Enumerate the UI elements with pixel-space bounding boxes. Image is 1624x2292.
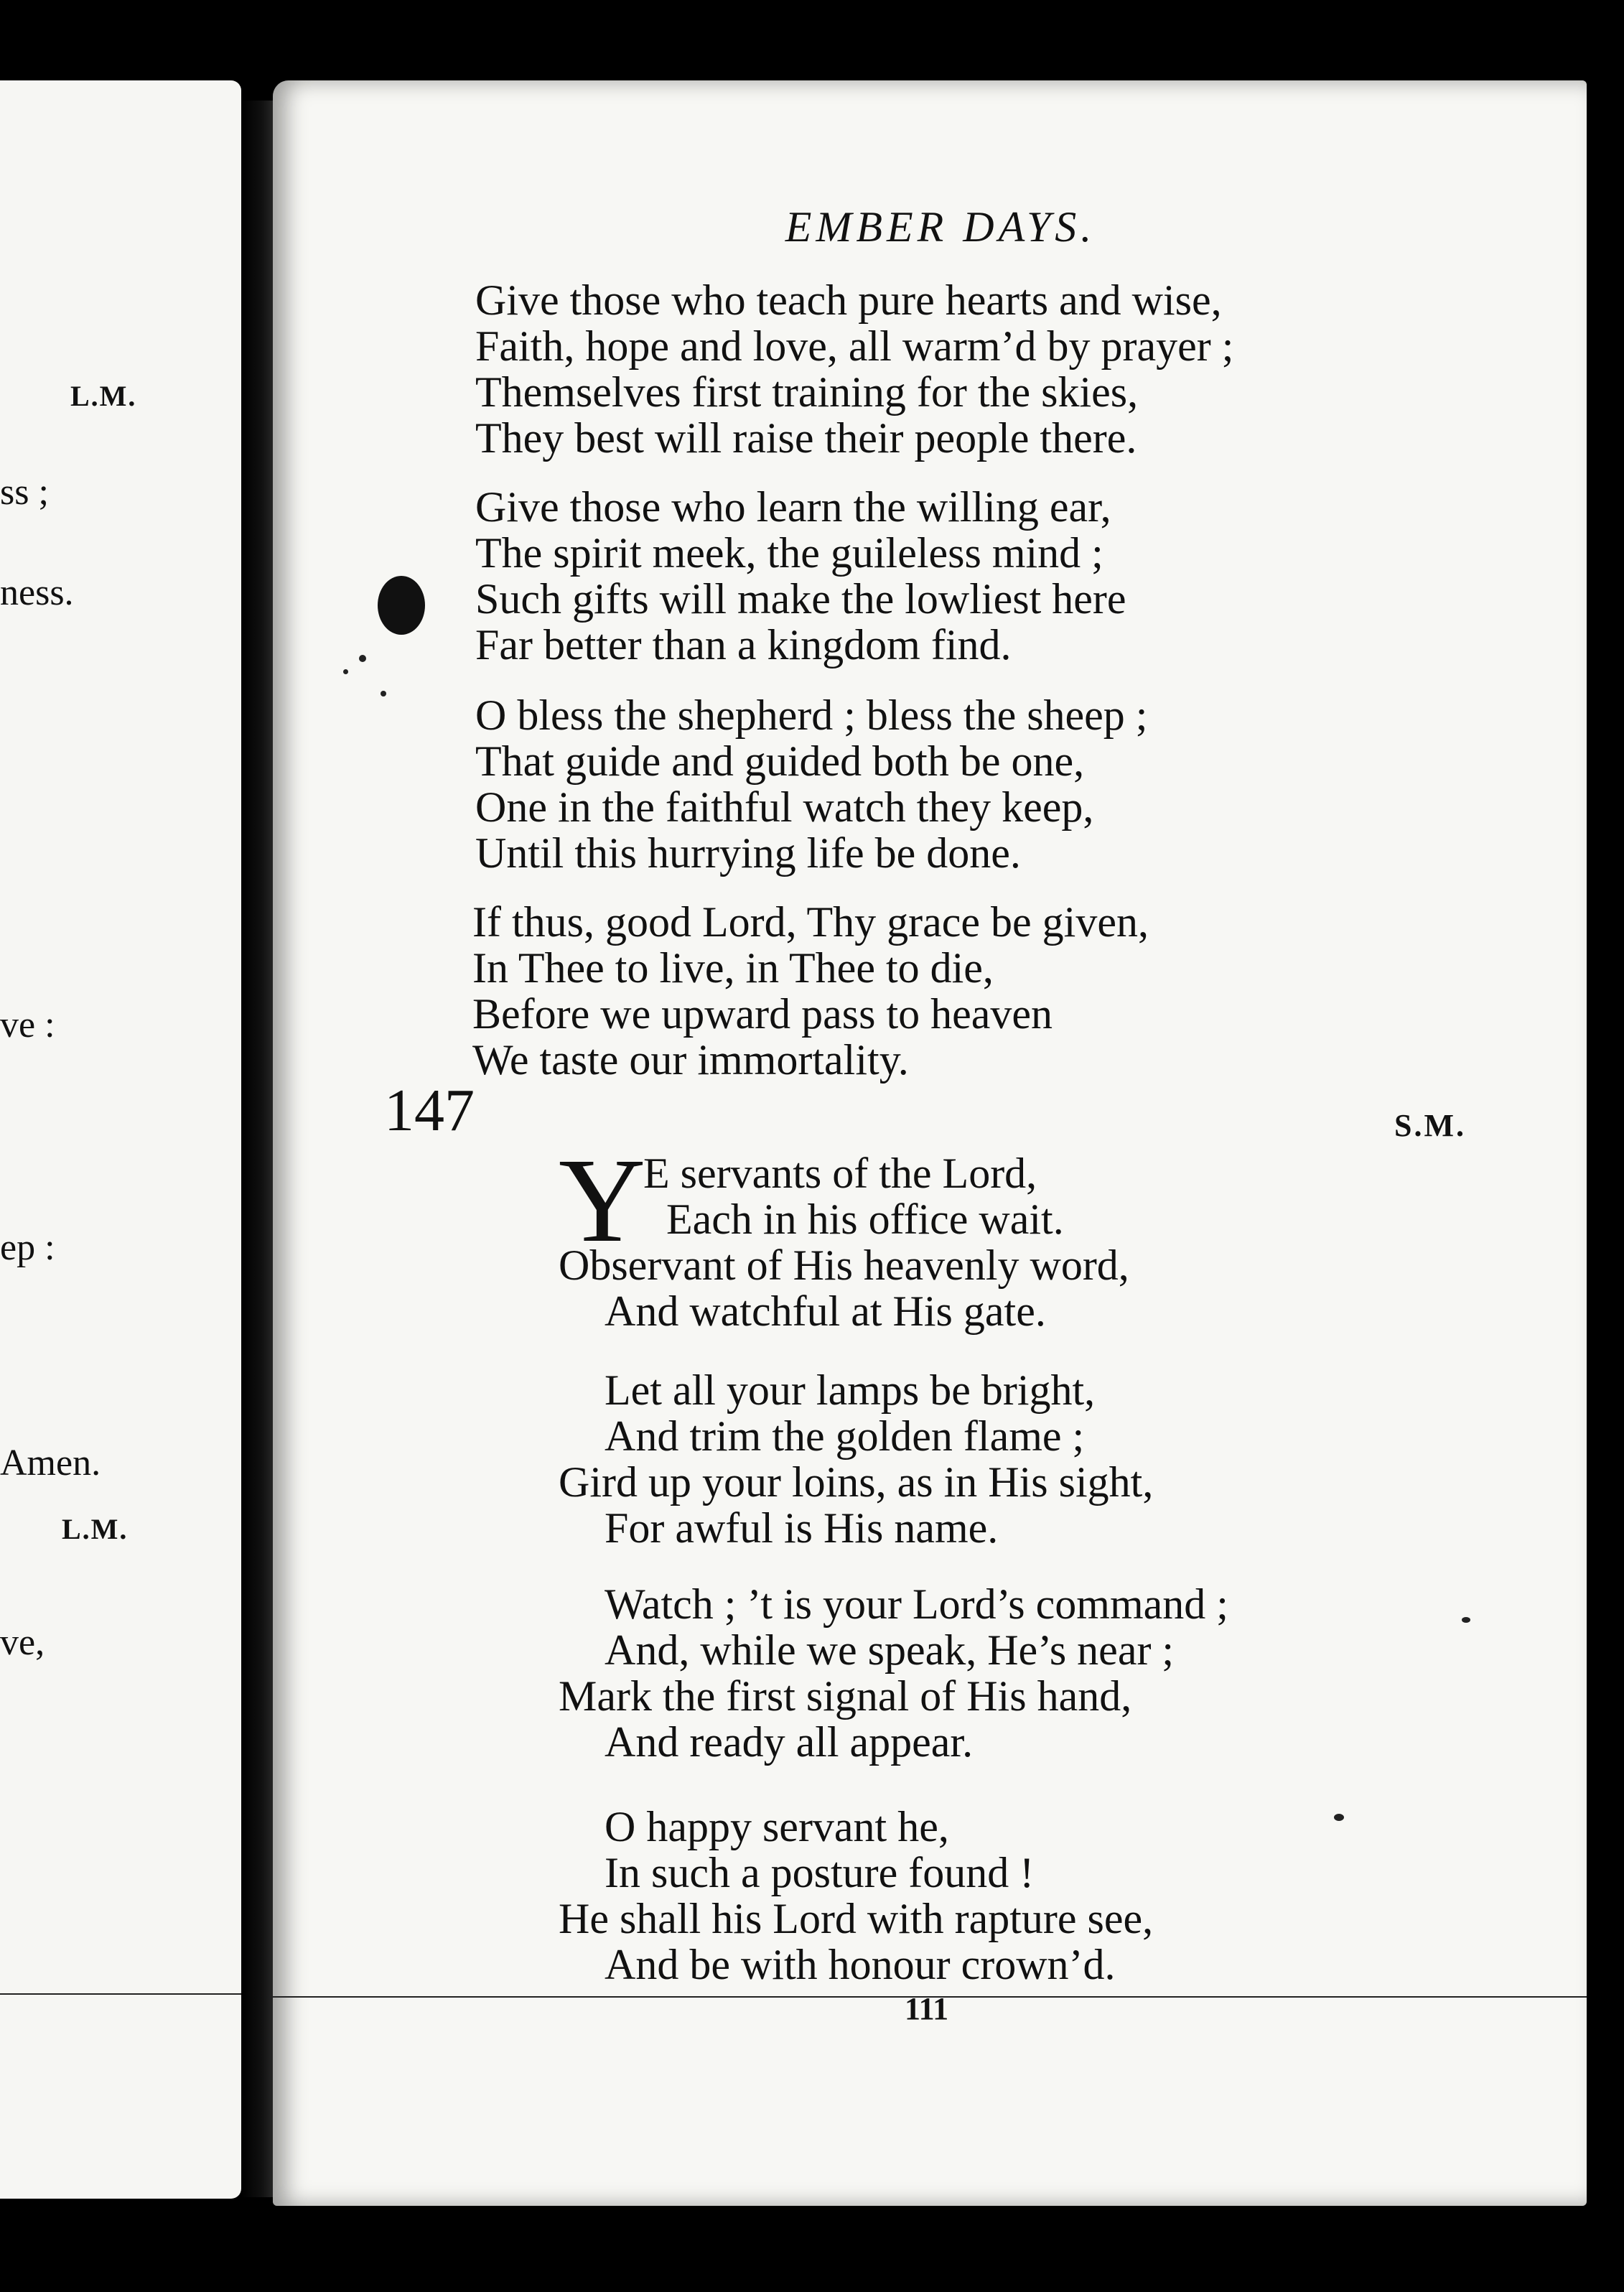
left-page [0,80,241,2199]
left-fragment-ss: ss ; [0,472,49,513]
ink-blot [378,576,425,635]
left-page-rule [0,1993,241,1995]
left-fragment-ve-comma: ve, [0,1622,45,1663]
hymn-stanza-3 [559,1581,1228,1765]
verse-line: O happy servant he, [605,1803,949,1850]
verse-line: In such a posture found ! [605,1849,1035,1896]
verse-line: O bless the shepherd ; bless the sheep ; [475,691,1148,739]
left-fragment-ep: ep : [0,1227,55,1268]
ink-speck [359,655,366,662]
stanza-3 [475,692,1147,876]
verse-line: Give those who teach pure hearts and wise, [475,276,1222,324]
verse-line: We taste our immortality. [472,1036,909,1084]
hymn-stanza-1 [559,1134,1420,1337]
left-meter-lm-bottom: L.M. [62,1513,129,1545]
stanza-2 [475,484,1126,668]
page-number: 111 [905,1991,949,2026]
verse-line: And trim the golden flame ; [605,1412,1085,1460]
verse-line: Watch ; ’t is your Lord’s command ; [605,1580,1228,1628]
right-page [273,80,1587,2206]
ink-speck [381,691,386,697]
left-fragment-ness: ness. [0,572,74,613]
verse-line: One in the faithful watch they keep, [475,783,1094,831]
verse-line: That guide and guided both be one, [475,737,1085,785]
verse-line: Faith, hope and love, all warm’d by prayer ; [475,322,1234,370]
verse-line: Mark the first signal of His hand, [559,1672,1132,1720]
verse-line: Observant of His heavenly word, [559,1242,1129,1289]
hymn-stanza-2 [559,1367,1153,1551]
verse-line: The spirit meek, the guileless mind ; [475,529,1103,577]
left-fragment-ve: ve : [0,1005,55,1045]
ink-speck [1462,1617,1470,1623]
verse-line: Until this hurrying life be done. [475,829,1021,877]
left-meter-lm-top: L.M. [70,380,137,412]
verse-line: Let all your lamps be bright, [605,1366,1096,1414]
verse-line: Themselves first training for the skies, [475,368,1139,416]
drop-cap: Y [559,1134,646,1267]
verse-line: They best will raise their people there. [475,414,1137,462]
verse-line: And, while we speak, He’s near ; [605,1626,1175,1674]
verse-line: Each in his office wait. [666,1196,1064,1243]
hymn-stanza-4 [559,1804,1153,1988]
hymn-meter: S.M. [1394,1108,1466,1143]
verse-line: Such gifts will make the lowliest here [475,575,1126,623]
ink-speck [1334,1814,1344,1821]
verse-line: Gird up your loins, as in His sight, [559,1458,1154,1506]
stanza-4 [472,899,1149,1083]
verse-line: And ready all appear. [605,1718,974,1766]
verse-line: He shall his Lord with rapture see, [559,1895,1154,1942]
verse-line: E servants of the Lord, [643,1150,1037,1197]
running-head: EMBER DAYS. [785,203,1096,251]
left-fragment-amen: Amen. [0,1443,101,1483]
verse-line: And watchful at His gate. [605,1287,1046,1335]
verse-line: Give those who learn the willing ear, [475,483,1111,531]
verse-line: And be with honour crown’d. [605,1941,1116,1988]
verse-line: Far better than a kingdom find. [475,621,1012,668]
verse-line: If thus, good Lord, Thy grace be given, [472,898,1149,946]
stanza-1 [475,277,1233,461]
ink-speck [343,669,348,674]
verse-line: In Thee to live, in Thee to die, [472,944,994,992]
hymn-number: 147 [384,1077,475,1144]
verse-line: Before we upward pass to heaven [472,990,1053,1038]
verse-line: For awful is His name. [605,1504,999,1552]
